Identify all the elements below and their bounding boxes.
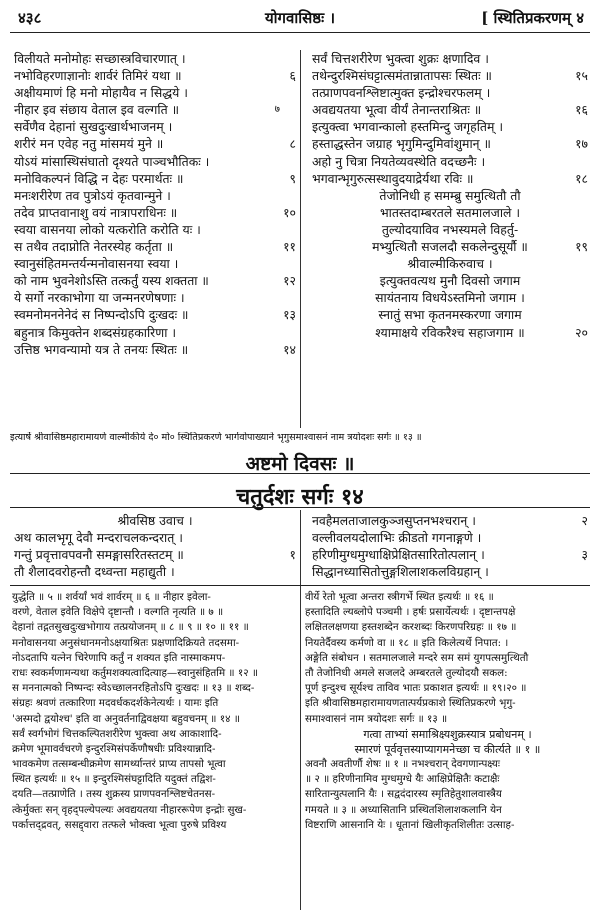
verse-text: इत्युक्त्वा भगवान्कालो हस्तमिन्दु जगृहतिम् । [312,119,504,135]
verse-text: स तथैव तदाप्नोति नेतरस्येह कर्तृता ॥ [14,239,174,255]
verse-line [14,204,296,221]
commentary-line: अवनौ अवतीर्णौ शेषः ॥ १ ॥ नभश्चरान् देवगणान्पक्ष्यः [305,758,500,771]
verse-number: १८ [575,170,588,186]
verse-number: १६ [575,102,588,118]
upper-column-divider [300,50,301,428]
verse-line [312,512,588,529]
verse-line [14,187,296,204]
chapter-colophon: इत्यार्षे श्रीवासिष्ठमहारामायणे वाल्मीकीये दे० मो० स्थितिप्रकरणे भार्गवोपाख्याने भृगुसमाश्वासनं नाम त्रयोदशः सर्गः ॥ १३ ॥ [10,432,422,443]
verse-text: तुल्योदयाविव नभस्यमले विहर्तु- [381,221,519,237]
verse-text: को नाम भुवनेशोऽस्ति तत्कर्तुं यस्य शक्तता ॥ [14,273,209,289]
verse-column-right [312,50,588,341]
verse-line [312,101,588,118]
verse-text: योऽयं मांसास्थिसंघातो दृश्यते पाञ्चभौतिकः । [14,153,210,169]
verse-text: अथ कालभृगू देवौ मन्दराचलकन्दरात् । [14,530,183,546]
verse-text: विलीयते मनोमोहः सच्छास्त्रविचारणात् । [14,51,186,66]
sarga-bottom-rule [10,507,590,508]
verse-line [312,238,588,255]
commentary-line: स मननात्मको निष्पन्दः स्वेऽच्छालनरहितोऽपि दुःखदः ॥ १३ ॥ शब्द- [12,682,255,695]
commentary-line: स्मारणं पूर्ववृत्तस्याप्यागमनेच्छा च कीर्त्यते ॥ १ ॥ [354,742,541,756]
commentary-line: पर्कात्तद्द्रवत्, ससद्द्वारा तत्फले भोक्त्वा भूत्वा पुरुषे प्रविश्य [12,818,227,831]
verse-text: मनःशरीरेण तव पुत्रोऽयं कृतवान्मुने । [14,187,171,203]
verse-line [312,118,588,135]
page-number: ४३८ [18,9,42,27]
verse-line [312,84,588,101]
commentary-line: सर्वं स्वर्गभोगं चित्तकल्पितशरीरेण भुक्त्वा अथ आकाशादि- [12,727,222,740]
verse-line [14,289,296,306]
verse-text: बहुनात्र किमुक्तेन शब्दसंग्रहकारिणा । [14,324,177,340]
verse-line [312,50,588,67]
verse-text: सर्वं चित्तशरीरेण भुक्त्वा शुक्रः क्षणादिव । [312,51,489,66]
verse-text: वल्लीवलयदोलाभिः क्रीडतो गगनाङ्गणे । [312,530,482,546]
commentary-right [305,590,590,833]
verse-line [312,529,588,546]
verse-column-left [14,50,296,358]
verse-text: ये सर्गो नरकाभोगा या जन्मनरणेषणाः । [14,290,185,306]
verse-text: तदेव प्राप्तवानाशु वयं नात्रापराधिनः ॥ [14,204,178,220]
verse-line [14,272,296,289]
verse-number: १७ [575,136,588,152]
verse-text: नीहार इव संछाय वेताल इव वल्गति ॥ [14,102,180,118]
verse-text: मनोविकल्पनं विद्धि न देहः परमार्थतः ॥ [14,170,184,186]
verse-line [14,255,296,272]
verse-text: हस्ताद्धस्तेन जग्राह भृगुमिन्दुमिवांशुमान् ॥ [312,136,491,152]
verse-line [312,153,588,170]
verse-line [14,563,296,580]
verse-line [312,221,588,238]
verse-number: २ [581,513,588,528]
verse-number: ९ [289,170,296,186]
commentary-line: तौ तेजोनिधी अमले सजलदे अम्बरतले तुल्योदयौ सकल: [305,666,508,679]
verse-text: नभोविहरणाज्ञानोः शार्वरं तिमिरं यथा ॥ [14,68,182,84]
sarga-title: चतुर्दशः सर्गः १४ [236,484,364,510]
verse-line [14,67,296,84]
verse-text: स्वमनोमननेनेदं स निष्पन्दोऽपि दुःखदः ॥ [14,307,189,323]
verse-text: गन्तुं प्रवृत्तावपवनौ समङ्गासरितस्तटम् ॥ [14,547,184,563]
verse-line [312,289,588,306]
verse-text: मभ्युत्थितौ सजलदौ सकलेन्दुसूर्यौ ॥ [372,239,528,255]
verse-text: श्रीवसिष्ठ उवाच । [117,513,193,528]
verse-text: उत्तिष्ठ भगवन्यामो यत्र ते तनयः स्थितः ॥ [14,341,189,357]
verse-number: १ [289,547,296,563]
verse-number: ८ [289,136,296,152]
verse-text: अक्षीयमाणं हि मनो मोहायैव न सिद्धये । [14,85,188,101]
commentary-line: विष्टराणि आसनानि येः । धूतानां खिलीकृतशिलीतः उत्साह- [305,818,515,831]
verse-text: तत्प्राणपवनश्लिष्टात्मुक्त इन्द्रोश्चरफलम् । [312,85,491,101]
commentary-line: नियतेर्दैवस्य कर्मणो वा ॥ १८ ॥ इति किलेत्यर्थे निपात: । [305,636,509,649]
verse-line [14,135,296,152]
verse-text: स्नातुं सभा कृतनमस्करणा जगाम [378,307,522,323]
verse-number: २० [575,324,588,340]
verse-text: शरीरं मन एवेह नतु मांसमयं मुने ॥ [14,136,164,152]
commentary-line: ॥ २ ॥ हरिणीनामिव मुग्धमुग्धे यैः आक्षिप्रेक्षितैः कटाक्षैः [305,773,500,786]
verse-number: १५ [575,68,588,84]
commentary-line: त्केर्मुक्तः सन् वृहद्पल्येपल्यः अवद्ययतया नीहाररूपेण इन्द्रोः सुख- [12,803,247,816]
commentary-line: वरणे, वेताल इवेति विक्षेपे दृष्टान्तौ । वल्गति नृत्यति ॥ ७ ॥ [12,606,224,619]
commentary-line: संग्रहः श्रवणं तत्कारिणा मदवर्धकदर्शकेनेत्यर्थः । यामः इति [12,697,219,710]
verse-line [14,170,296,187]
verse-line [14,118,296,135]
verse-text: सर्वेणैव देहानां सुखदुःखार्थभाजनम् । [14,119,173,135]
verse-number: १३ [283,307,296,323]
verse-line [14,238,296,255]
running-title: योगवासिष्ठः । [264,9,336,27]
verse-number: १९ [575,239,588,255]
verse-column-left-lower [14,512,296,580]
commentary-line: समाश्वासनं नाम त्रयोदशः सर्गः ॥ १३ ॥ [305,712,448,725]
verse-number: ६ [289,68,296,84]
verse-number: १० [283,204,296,220]
verse-line [14,512,296,529]
commentary-line: वीर्ये रेतो भूत्वा अन्तरा स्त्रीगर्भे स्थित इत्यर्थः ॥ १६ ॥ [305,591,494,603]
verse-line [312,204,588,221]
verse-line [312,135,588,152]
verse-line [14,324,296,341]
margin-marker: ७ [274,104,280,116]
verse-text: सायंतनाय विधयेऽस्तमिनो जगाम । [375,290,525,306]
page-header [10,6,590,28]
commentary-line: सारितान्युत्पलानि यैः । सद्वदंदारस्य स्मृतिहेतुशालवास्त्रैय [305,788,502,801]
commentary-line: राधः स्वकर्मणामन्यथा कर्तुमशक्यत्वादित्याह—स्वानुसंहितमि ॥ १२ ॥ [12,666,258,679]
sarga-top-rule [10,473,590,474]
day-title: अष्टमो दिवसः ॥ [245,453,355,475]
commentary-rule [10,585,590,586]
verse-line [312,170,588,187]
verse-text: स्वानुसंहितमन्तर्यन्मनोवासनया स्वया । [14,256,179,272]
verse-text: नवहैमलताजालकुञ्जसुप्तनभश्चरान् । [312,513,476,528]
commentary-line: नोऽदतापि यत्नेन चिरेणापि कर्तुं न शक्यत इति नास्माकमप- [12,651,226,664]
verse-line [14,101,296,118]
verse-line [312,187,588,204]
verse-number: ११ [283,239,296,255]
verse-line [312,255,588,272]
verse-text: तौ शैलादवरोहन्तौ दध्वन्ता महाद्युती । [14,564,175,580]
verse-text: तेजोनिधी ह समम्ब्रु समुत्थितौ तौ [379,187,521,203]
commentary-line: मनोवासनया अनुसंधानमनोऽक्षयाश्रितः प्रक्षणादिक्रियते तदसमा- [12,636,240,649]
verse-line [312,67,588,84]
verse-line [312,306,588,323]
verse-text: स्वया वासनया लोको यत्करोति करोति यः । [14,221,201,237]
verse-number: ३ [581,547,588,563]
verse-line [14,306,296,323]
commentary-left [12,590,297,833]
commentary-line: हस्तादिति ल्यब्लोपे पञ्चमी । हर्षः प्रसार्येत्यर्थः । दृष्टान्तपक्षे [305,606,516,619]
verse-text: भगवान्भृगुरुत्सस्थावुदयाद्रेर्यथा रविः ॥ [312,170,474,186]
commentary-line: अङ्गेति संबोधन । सतमालजाले मन्दरे सम समं युगपत्समुत्थितौ [305,651,529,664]
verse-text: श्रीवाल्मीकिरुवाच । [407,256,493,272]
commentary-line: 'अस्मदो द्वयोश्च' इति वा अनुवर्तनाद्विवक्षया बहुवचनम् ॥ १४ ॥ [12,712,240,725]
verse-text: हरिणीमुग्धमुग्धाक्षिप्रेक्षितसारितोत्पलान् । [312,547,485,563]
verse-text: अवद्ययतया भूत्वा वीर्यं तेनान्तराश्रितः ॥ [312,102,482,118]
verse-text: श्यामाक्षये रविकरैश्च सहाजगाम ॥ [375,324,525,340]
verse-line [14,153,296,170]
verse-column-right-lower [312,512,588,580]
header-rule [10,32,590,33]
verse-line [312,546,588,563]
verse-line [312,324,588,341]
verse-number: १४ [283,341,296,357]
verse-line [14,221,296,238]
section-title: [ स्थितिप्रकरणम् ४ [481,9,584,27]
lower-column-divider [300,510,301,910]
verse-line [312,563,588,580]
commentary-line: स्थित इत्यर्थः ॥ १५ ॥ इन्दुरश्मिसंघट्टादिति यदुक्तं तद्विश- [12,773,216,786]
commentary-line: गत्वा ताभ्यां समाश्रिक्ष्यशुक्रस्यात्र प्रबोधनम् । [363,727,532,741]
commentary-line: पूर्ण इन्दुश्च सूर्यश्च ताविव भातः प्रकाशत इत्यर्थः ॥ १९।२० ॥ [305,682,527,695]
commentary-line: गमयते ॥ ३ ॥ अध्यासितानि प्रस्थितशिलाशकलानि येन [305,803,502,816]
commentary-line: इति श्रीवासिष्ठमहारामायणतात्पर्यप्रकाशे स्थितिप्रकरणे भृगु- [305,697,516,710]
verse-line [14,50,296,67]
verse-text: अहो नु चित्रा नियतेव्यवस्थेति वदच्छनैः । [312,153,486,169]
verse-line [312,272,588,289]
verse-line [14,546,296,563]
commentary-line: लक्षितलक्षणया हस्तशब्देन करशब्दः किरणपरिग्रहः ॥ १७ ॥ [305,621,517,634]
verse-line [14,84,296,101]
commentary-line: भावकमेण तत्सम्बन्धीक्रमेण सामर्थ्यान्तरं प्राप्य तापसो भूत्वा [12,758,226,771]
commentary-line: दयति—तत्प्राणेति । तस्य शुक्रस्य प्राणपवनश्लिष्टचेतनस- [12,788,216,801]
verse-text: इत्युक्तवत्यथ मुनौ दिवसो जगाम [379,273,521,289]
commentary-line: क्रमेण भूमावर्वचरणे इन्दुरश्मिसंपर्केणौषधीः प्रविश्यान्नादि- [12,742,216,755]
commentary-line: देहानां तद्गतसुखदुःखभोगाय तत्प्रयोजनम् ॥ ८ ॥ ९ ॥ १० ॥ ११ ॥ [12,621,249,634]
verse-line [14,529,296,546]
verse-number: १२ [283,273,296,289]
verse-line [14,341,296,358]
verse-text: भातस्तदाम्बरतले सतमालजाले । [379,204,521,220]
commentary-line: युद्धेति ॥ ५ ॥ शर्वर्यां भवं शार्वरम् ॥ ६ ॥ नीहार इवेला- [12,591,211,603]
verse-text: सिद्धानध्यासितोत्तुङ्गशिलाशकलविग्रहान् । [312,564,489,580]
verse-text: तथेन्दुरश्मिसंघट्टात्समंतान्नातापसः स्थितः ॥ [312,68,492,84]
